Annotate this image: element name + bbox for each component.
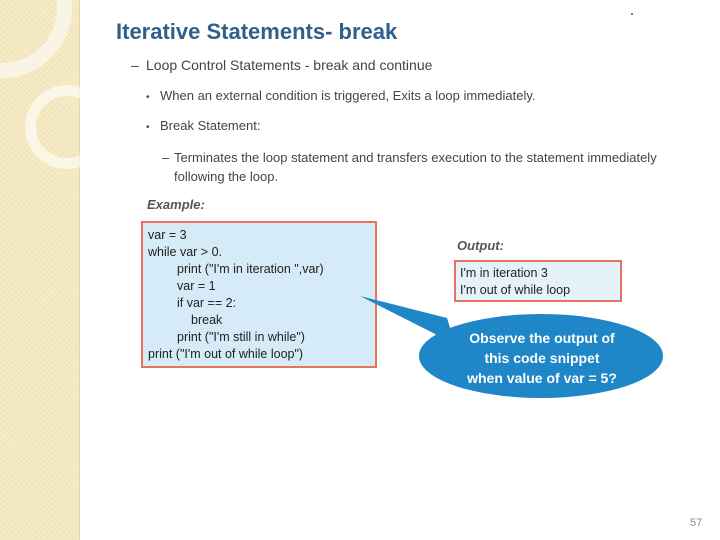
code-line: var = 3 [148,228,187,242]
dash-marker: – [131,57,139,73]
callout-line: Observe the output of [469,330,615,346]
callout-text [430,328,654,388]
page-number: 57 [690,517,703,529]
example-label: Example: [147,197,205,212]
code-line: if var == 2: [177,296,237,310]
output-line: I'm out of while loop [460,283,571,297]
callout-line: this code snippet [484,350,600,366]
code-line: var = 1 [177,279,216,293]
output-label: Output: [457,238,504,253]
output-line: I'm in iteration 3 [460,266,548,280]
bullet-marker: • [146,122,150,133]
callout-line: when value of var = 5? [467,370,617,386]
slide-title: Iterative Statements- break [116,19,398,44]
bullet-marker: • [146,92,150,103]
bullet-text: When an external condition is triggered, Exits a loop immediately. [160,88,536,103]
bullet-text: Break Statement: [160,118,261,133]
code-line: while var > 0. [148,245,222,259]
code-line: print ("I'm in iteration ",var) [177,262,324,276]
sub-bullet-text: Terminates the loop statement and transfers execution to the statement immediately following the loop. [174,150,657,184]
code-line: break [191,313,223,327]
code-line: print ("I'm out of while loop") [148,347,304,361]
level1-text: Loop Control Statements - break and continue [146,57,433,73]
code-line: print ("I'm still in while") [177,330,305,344]
dash-marker: – [162,150,170,165]
